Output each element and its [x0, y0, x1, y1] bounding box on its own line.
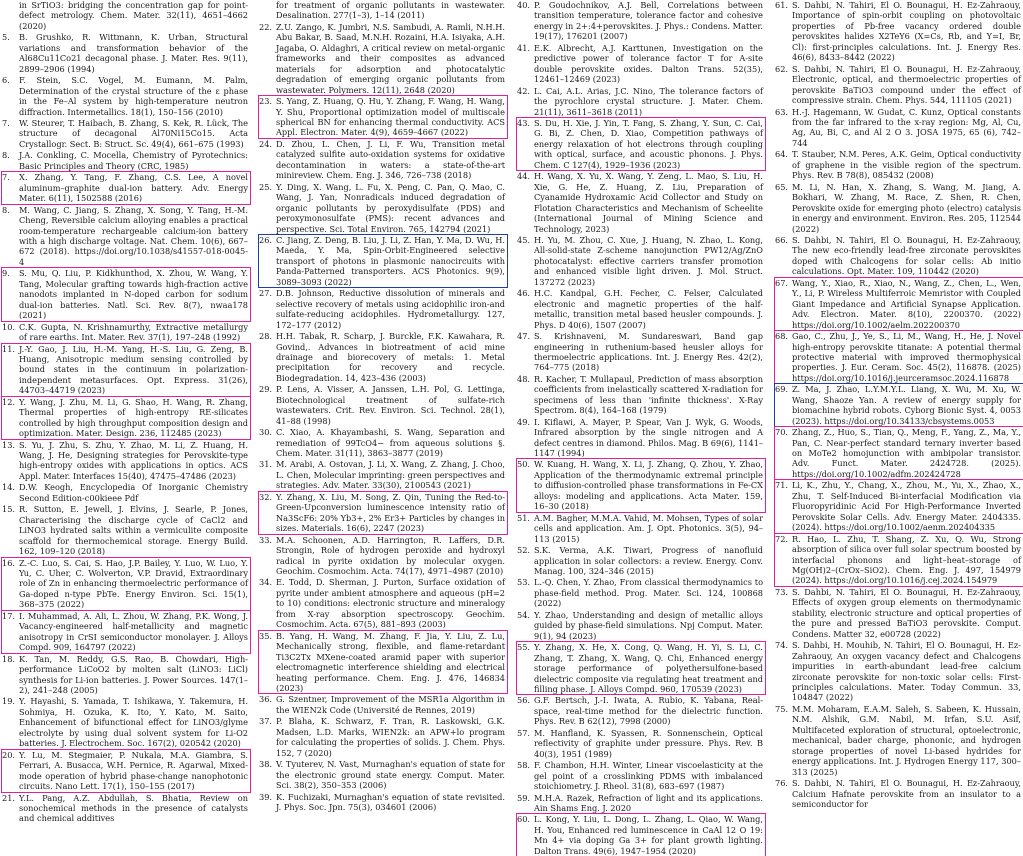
reference-text: I. Kiflawi, A. Mayer, P. Spear, Van J. Wyk, G. Woods, Infrared absorption by the single nitrogen and A defect centres in diamond. Philos. Mag. B 69(6), 1141–1147 (1994) — [534, 416, 763, 459]
reference-text: Z.U. Zango, K. Jumbri, N.S. Sambudi, A. Ramli, N.H.H. Abu Bakar, B. Saad, M.N.H. Rozaini, H.A. Isiyaka, A.H. Jagaba, O. Aldaghri, A critical review on metal-organic frameworks and their composites as advanced materials for adsorption and photocatalytic degradation of emerging organic pollutants from wastewater. Polymers. 12(11), 2648 (2020) — [276, 21, 505, 95]
reference-text: L.-Q. Chen, Y. Zhao, From classical thermodynamics to phase-field method. Prog. Mater. Sci. 124, 100868 (2022) — [534, 577, 763, 609]
reference-entry — [2, 558, 250, 610]
reference-text: Gao, C., Zhu, J., Ye, S., Li, M., Wang, H., He, J. Novel high-entropy perovskite titanate: A potential thermal protective material with improved thermophysical properties. J. Eur. Ceram. Soc. 45(2), 116878. (2025) https://doi.org/10.1016/j.jeurceramsoc.2024.116878 — [792, 331, 1021, 383]
reference-text: Z.-C. Luo, S. Cai, S. Hao, J.P. Bailey, Y. Luo, W. Luo, Y. Yu, C. Uher, C. Wolverton, V.P. Dravid, Extraordinary role of Zn in enhancing thermoelectric performance of Ga-doped n-type PbTe. Energy Environ. Sci. 15(1), 368–375 (2022) — [19, 557, 248, 610]
reference-text: G. Szentner, Improvement of the MSR1a Algorithm in the WIEN2k Code (Université de Rennes, 2019) — [276, 694, 505, 715]
reference-entry — [259, 384, 507, 426]
reference-entry — [517, 814, 765, 856]
reference-number: 75. — [775, 703, 789, 714]
reference-text: M.M. Moharam, E.A.M. Saleh, S. Sabeen, K. Hussain, N.M. Alshik, G.M. Nabil, M. Irfan, S.U. Asif, Multifaceted exploration of structural, optoelectronic, mechanical, bader charge, phononic, and hydrogen storage properties of novel Li-based hydrides for energy applications. Int. J. Hydrogen Energy 117, 300–313 (2025) — [792, 703, 1021, 777]
reference-entry — [259, 182, 507, 234]
reference-entry — [517, 118, 765, 170]
reference-text: E.K. Albrecht, A.J. Karttunen, Investigation on the predictive power of tolerance factor T for A-site double perovskite oxides. Dalton Trans. 52(35), 12461–12469 (2023) — [534, 42, 763, 85]
reference-number: 30. — [259, 427, 273, 438]
reference-number: 49. — [517, 416, 531, 427]
reference-number: 38. — [259, 759, 273, 770]
reference-entry — [2, 322, 250, 343]
reference-entry — [775, 427, 1023, 479]
reference-entry — [2, 440, 250, 482]
reference-column-2 — [259, 0, 507, 812]
reference-text: M. Wang, C. Jiang, S. Zhang, X. Song, Y. Tang, H.-M. Cheng, Reversible calcium alloying enables a practical room-temperature rechargeable calcium-ion battery with a high discharge voltage. Nat. Chem. 10(6), 667–672 (2018). https://doi.org/10.1038/s41557-018-0045-4 — [19, 204, 248, 267]
reference-text: R. Sutton, E. Jewell, J. Elvins, J. Searle, P. Jones, Characterising the discharge cycle of CaCl2 and LiNO3 hydrated salts within a vermiculite composite scaffold for thermochemical storage. Energy Build. 162, 109–120 (2018) — [19, 504, 248, 557]
reference-number: 40. — [517, 0, 531, 10]
reference-number: 55. — [517, 642, 531, 653]
reference-text: A.M. Bagher, M.M.A. Vahid, M. Mohsen, Types of solar cells and application. Am. J. Opt. Photonics. 3(5), 94–113 (2015) — [534, 512, 763, 544]
reference-number: 60. — [517, 814, 531, 825]
reference-entry — [2, 397, 250, 439]
reference-text: S. Dahbi, N. Tahiri, El O. Bounagui, H. Ez-Zahraouy, Effects of oxygen group elements on thermodynamic stability, electronic structure and optical properties of the pure and pressed BaTiO3 perovskite. Comput. Condens. Matter 32, e00728 (2022) — [792, 586, 1021, 639]
reference-entry — [2, 75, 250, 117]
reference-number: 66. — [775, 234, 789, 245]
reference-entry — [259, 235, 507, 287]
reference-number: 9. — [2, 268, 10, 279]
reference-entry — [259, 288, 507, 330]
reference-entry — [2, 0, 250, 31]
reference-entry — [775, 534, 1023, 586]
reference-text: C. Xiao, A. Khayambashi, S. Wang, Separation and remediation of 99TcO4− from aqueous solutions §. Chem. Mater. 31(11), 3863–3877 (2019) — [276, 427, 505, 459]
reference-entry — [2, 268, 250, 320]
reference-text: Wang, Y., Xiao, R., Xiao, N., Wang, Z., Chen, L., Wen, Y., Li, P. Wireless Multiferroic Memristor with Coupled Giant Impedance and Artificial Synapse Application. Adv. Electron. Mater. 8(10), 2200370. (2022) https://doi.org/10.1002/aelm.202200370 — [792, 277, 1021, 330]
reference-number: 37. — [259, 716, 273, 727]
reference-text: D.W. Keogh, Encyclopedia Of Inorganic Chemistry Second Edition-c00kieee Pdf — [19, 482, 248, 503]
reference-number: 33. — [259, 534, 273, 545]
reference-text: in SrTiO3: bridging the concentration gap for point-defect metrology. Chem. Mater. 32(11), 4651–4662 (2020) — [19, 0, 248, 31]
reference-number: 17. — [2, 610, 16, 621]
reference-text: I. Muhammad, A. Ali, L. Zhou, W. Zhang, P.K. Wong, J. Vacancy-engineered half-metallicity and magnetic anisotropy in CrSI semiconductor monolayer. J. Alloys Compd. 909, 164797 (2022) — [19, 610, 248, 653]
reference-number: 59. — [517, 792, 531, 803]
reference-number: 22. — [259, 21, 273, 32]
reference-entry — [259, 139, 507, 181]
reference-entry — [2, 611, 250, 653]
reference-number: 20. — [2, 749, 16, 760]
reference-entry — [2, 150, 250, 171]
reference-entry — [775, 107, 1023, 149]
reference-text: J.-Y. Gao, J. Liu, H.-M. Yang, H.-S. Liu, G. Zeng, B. Huang, Anisotropic medium sensing controlled by bound states in the continuum in polarization-independent metasurfaces. Opt. Express. 31(26), 44703–44719 (2023) — [19, 343, 248, 396]
reference-number: 53. — [517, 577, 531, 588]
reference-text: Y. Zhao, Understanding and design of metallic alloys guided by phase-field simulations. Npj Comput. Mater. 9(1), 94 (2023) — [534, 609, 763, 641]
reference-text: K. Tan, M. Reddy, G.S. Rao, B. Chowdari, High-performance LiCoO2 by molten salt (LiNO3: LiCl) synthesis for Li-ion batteries. J. Power Sources. 147(1–2), 241–248 (2005) — [19, 653, 248, 695]
reference-entry — [259, 694, 507, 715]
reference-text: Zhang, Z., Huo, S., Tian, Q., Meng, F., Yang, Z., Ma, Y., Pan, C. Near-perfect standard ternary inverter based on MoTe2 homojunction with ambipolar transistor. Adv. Funct. Mater. 2424728. (2025). https://doi.org/10.1002/adfm.202424728 — [792, 427, 1021, 479]
reference-entry — [517, 43, 765, 85]
reference-number: 16. — [2, 557, 16, 568]
reference-entry — [2, 32, 250, 74]
reference-number: 48. — [517, 373, 531, 384]
reference-entry — [517, 171, 765, 234]
reference-text: C. Jiang, Z. Deng, B. Liu, J. Li, Z. Han, Y. Ma, D. Wu, H. Maeda, Y. Ma, Spin-Orbit-Engineered selective transport of photons in plasmonic nanocircuits with Panda-Patterned transporters. ACS Photonics. 9(9), 3089–3093 (2022) — [276, 234, 505, 287]
reference-text: S. Krishnaveni, M. Sundareswari, Band gap engineering in ruthenium-based heusler alloys for thermoelectric applications. Int. J. Energy Res. 42(2), 764–775 (2018) — [534, 331, 763, 373]
reference-text: Y. Hayashi, S. Yamada, T. Ishikawa, Y. Takemura, H. Sohmiya, H. Ozuka, K. Ito, Y. Kato, M. Saito, Enhancement of bifunctional effect for LiNO3/glyme electrolyte by using dual solvent system for Li-O2 batteries. J. Electrochem. Soc. 167(2), 020542 (2020) — [19, 696, 248, 749]
reference-number: 62. — [775, 63, 789, 74]
reference-number: 13. — [2, 439, 16, 450]
reference-entry — [259, 631, 507, 694]
reference-text: P. Blaha, K. Schwarz, F. Tran, R. Laskowski, G.K. Madsen, L.D. Marks, WIEN2k: an APW+lo program for calculating the properties of solids. J. Chem. Phys. 152, 7 (2020) — [276, 716, 505, 758]
reference-text: R. Kacher, T. Mullapaul, Prediction of mass absorption coefficients from inelastically scattered X-radiation for specimens of less than 'infinite thickness'. X-Ray Spectrom. 8(4), 164–168 (1979) — [534, 373, 763, 416]
reference-text: F. Chambon, H.H. Winter, Linear viscoelasticity at the gel point of a crosslinking PDMS with imbalanced stoichiometry. J. Rheol. 31(8), 683–697 (1987) — [534, 760, 763, 792]
reference-text: L. Cai, A.L. Arias, J.C. Nino, The tolerance factors of the pyrochlore crystal structure. J. Mater. Chem. 21(11), 3611–3618 (2011) — [534, 85, 763, 117]
reference-entry — [517, 695, 765, 726]
reference-number: 35. — [259, 630, 273, 641]
reference-number: 57. — [517, 727, 531, 738]
reference-entry — [517, 417, 765, 459]
reference-number: 64. — [775, 149, 789, 160]
reference-text: T. Stauber, N.M. Peres, A.K. Geim, Optical conductivity of graphene in the visible region of the spectrum. Phys. Rev. B 78(8), 085432 (2008) — [792, 149, 1021, 181]
reference-entry — [775, 149, 1023, 180]
reference-entry — [517, 513, 765, 544]
reference-text: M. Arabi, A. Ostovan, J. Li, X. Wang, Z. Zhang, J. Choo, L. Chen, Molecular imprinting: green perspectives and strategies. Adv. Mater. 33(30), 2100543 (2021) — [276, 459, 505, 491]
reference-entry — [517, 459, 765, 511]
reference-number: 58. — [517, 760, 531, 771]
reference-text: R. Hao, L. Zhu, T. Shang, Z. Xu, Q. Wu, Strong absorption of silica over full solar spectrum boosted by interfacial phonons and light–heat–storage of Mg(OH)2–(CrOx–SiO2). Chem. Eng. J. 497, 154979 (2024). https://doi.org/10.1016/j.cej.2024.154979 — [792, 533, 1021, 586]
reference-number: 5. — [2, 32, 10, 43]
reference-number: 54. — [517, 609, 531, 620]
reference-text: Y. Lu, M. Stegmaier, P. Nukala, M.A. Giambra, S. Ferrari, A. Busacca, W.H. Pernice, R. Agarwal, Mixed-mode operation of hybrid phase-change nanophotonic circuits. Nano Lett. 17(1), 150–155 (2017) — [19, 749, 248, 792]
reference-number: 76. — [775, 778, 789, 789]
reference-entry — [775, 384, 1023, 426]
reference-number: 27. — [259, 288, 273, 299]
reference-number: 28. — [259, 331, 273, 342]
reference-text: C.K. Gupta, N. Krishnamurthy, Extractive metallurgy of rare earths. Int. Mater. Rev. 37(1), 197–248 (1992) — [19, 321, 248, 343]
reference-entry — [517, 288, 765, 330]
reference-entry — [517, 545, 765, 576]
reference-number: 56. — [517, 695, 531, 706]
reference-number: 61. — [775, 0, 789, 10]
reference-entry — [517, 793, 765, 814]
reference-entry — [775, 480, 1023, 532]
reference-entry — [517, 86, 765, 117]
reference-entry — [259, 577, 507, 629]
reference-number: 73. — [775, 586, 789, 597]
reference-number: 52. — [517, 545, 531, 556]
reference-number: 68. — [775, 331, 789, 342]
reference-text: K. Fuchizaki, Murnaghan's equation of state revisited. J. Phys. Soc. Jpn. 75(3), 034601 (2006) — [276, 791, 505, 812]
reference-entry — [2, 344, 250, 396]
reference-text: D.B. Johnson, Reductive dissolution of minerals and selective recovery of metals using acidophilic iron-and sulfate-reducing acidophiles. Hydrometallurgy. 127, 172–177 (2012) — [276, 288, 505, 330]
reference-number: 70. — [775, 427, 789, 438]
reference-number: 42. — [517, 85, 531, 96]
reference-entry — [517, 760, 765, 791]
reference-text: S. Dahbi, N. Tahiri, El O. Bounagui, H. Ez-Zahraouy, Importance of spin-orbit coupling on photovoltaic properties of Pb-free vacancy ordered double perovskites halides X2TeY6 (X=Cs, Rb, and Y=I, Br, Cl): first-principles calculations. Int. J. Energy Res. 46(6), 8433–8442 (2022) — [792, 0, 1021, 63]
reference-number: 41. — [517, 42, 531, 53]
reference-column-4 — [775, 0, 1023, 809]
reference-text: S. Dahbi, N. Tahiri, El O. Bounagui, H. Ez-Zahraouy, Electronic, optical, and thermoelectric properties of perovskite BaTiO3 compound under the effect of compressive strain. Chem. Phys. 544, 111105 (2021) — [792, 63, 1021, 106]
reference-entry — [2, 205, 250, 268]
reference-text: G.F. Bertsch, J.-I. Iwata, A. Rubio, K. Yabana, Real-space, real-time method for the dielectric function. Phys. Rev. B 62(12), 7998 (2000) — [534, 695, 763, 727]
reference-entry — [775, 704, 1023, 777]
reference-entry — [259, 792, 507, 813]
reference-number: 74. — [775, 640, 789, 651]
reference-entry — [2, 504, 250, 556]
reference-number: 23. — [259, 96, 273, 107]
reference-text: Y.L. Pang, A.Z. Abdullah, S. Bhatia, Review on sonochemical methods in the presence of catalysts and chemical additives — [19, 792, 248, 824]
reference-text: S. Yang, Z. Huang, Q. Hu, Y. Zhang, F. Wang, H. Wang, Y. Shu, Proportional optimization model of multiscale spherical BN for enhancing thermal conductivity. ACS Appl. Electron. Mater. 4(9), 4659–4667 (2022) — [276, 96, 505, 138]
reference-text: P. Goudochnikov, A.J. Bell, Correlations between transition temperature, tolerance factor and cohesive energy in 2+:4+perovskites. J. Phys.: Condens. Matter. 19(17), 176201 (2007) — [534, 0, 763, 42]
reference-number: 45. — [517, 234, 531, 245]
reference-number: 7. — [2, 117, 10, 128]
reference-number: 36. — [259, 694, 273, 705]
reference-number: 21. — [2, 792, 16, 803]
reference-text: Y. Wang, J. Zhu, M. Li, G. Shao, H. Wang, R. Zhang, Thermal properties of high-entropy RE-silicates controlled by high throughput composition design and optimization. Mater. Design. 236, 112485 (2023) — [19, 396, 248, 439]
reference-number: 24. — [259, 138, 273, 149]
reference-text: W. Kuang, H. Wang, X. Li, J. Zhang, Q. Zhou, Y. Zhao, Application of the thermodynamic extremal principle to diffusion-controlled phase transformations in Fe-CX alloys: modeling and applications. Acta Mater. 159, 16–30 (2018) — [534, 459, 763, 512]
reference-number: 39. — [259, 791, 273, 802]
reference-entry — [517, 331, 765, 373]
reference-text: D. Zhou, L. Chen, J. Li, F. Wu, Transition metal catalyzed sulfite auto-oxidation systems for oxidative decontamination in waters: a state-of-the-art minireview. Chem. Eng. J. 346, 726–738 (2018) — [276, 138, 505, 181]
reference-entry — [775, 640, 1023, 703]
reference-entry — [517, 642, 765, 694]
reference-number: 65. — [775, 181, 789, 192]
reference-text: H. Yu, M. Zhou, C. Xue, J. Huang, N. Zhao, L. Kong, All-solid-state Z-scheme nanojunction PW12/Ag/ZnO photocatalyst: effective carriers transfer promotion and enhanced visible light driven. J. Mol. Struct. 137272 (2023) — [534, 234, 763, 287]
reference-number: 14. — [2, 482, 16, 493]
reference-number: 10. — [2, 321, 16, 332]
reference-entry — [775, 778, 1023, 809]
reference-number: 19. — [2, 696, 16, 707]
reference-entry — [259, 535, 507, 577]
reference-entry — [259, 759, 507, 790]
reference-number: 18. — [2, 653, 16, 664]
reference-number: 47. — [517, 331, 531, 342]
reference-entry — [517, 374, 765, 416]
reference-text: S.K. Verma, A.K. Tiwari, Progress of nanofluid application in solar collectors: a review. Energy. Conv. Manag. 100, 324–346 (2015) — [534, 545, 763, 577]
reference-text: S. Dahbi, N. Tahiri, El O. Bounagui, H. Ez-Zahraouy, Calcium Hafnate perovskite from an insulator to a semiconductor for — [792, 778, 1021, 809]
reference-entry — [2, 482, 250, 503]
reference-entry — [517, 577, 765, 608]
reference-text: B. Grushko, R. Wittmann, K. Urban, Structural variations and transformation behavior of the Al68Cu11Co21 decagonal phase. J. Mater. Res. 9(11), 2899–2906 (1994) — [19, 32, 248, 74]
reference-text: S. Dahbi, H. Mouhib, N. Tahiri, El O. Bounagui, H. Ez-Zahraouy, An oxygen vacancy defect and Chalcogens impurities in earth-abundant lead-free calcium zirconate perovskite for non-toxic solar cells: First-principles calculations. Mater. Today Commun. 33, 104847 (2022) — [792, 640, 1021, 703]
reference-text: H. Wang, X. Yu, X. Wang, Y. Zeng, L. Mao, S. Liu, H. Xie, G. He, Z. Huang, Z. Liu, Preparation of Cyanamide Hydroxamic Acid Collector and Study on Flotation Characteristics and Mechanism of Scheelite (International Journal of Mining Science and Technology, 2023) — [534, 171, 763, 234]
reference-entry — [259, 716, 507, 758]
reference-entry — [517, 728, 765, 759]
reference-number: 44. — [517, 171, 531, 182]
reference-number: 7. — [2, 172, 10, 183]
reference-text: E. Todd, D. Sherman, J. Purton, Surface oxidation of pyrite under ambient atmosphere and aqueous (pH=2 to 10) conditions: electronic structure and mineralogy from X-ray absorption spectroscopy. Geochim. Cosmochim. Acta. 67(5), 881–893 (2003) — [276, 577, 505, 630]
reference-column-1 — [2, 0, 250, 824]
reference-entry — [775, 182, 1023, 234]
reference-text: M.H.A. Razek, Refraction of light and its applications. Ain Shams Eng. J. 2020 — [534, 792, 763, 813]
reference-text: Y. Zhang, X. Liu, M. Song, Z. Qin, Tuning the Red-to-Green-Upconversion luminescence intensity ratio of Na3ScF6: 20% Yb3+, 2% Er3+ Particles by changes in sizes. Materials. 16(6), 2247 (2023) — [276, 491, 505, 534]
reference-number: 72. — [775, 533, 789, 544]
reference-text: V. Tyuterev, N. Vast, Murnaghan's equation of state for the electronic ground state energy. Comput. Mater. Sci. 38(2), 350–353 (2006) — [276, 759, 505, 791]
reference-text: P. Lens, A. Visser, A. Janssen, L.H. Pol, G. Lettinga, Biotechnological treatment of sulfate-rich wastewaters. Crit. Rev. Environ. Sci. Technol. 28(1), 41–88 (1998) — [276, 384, 505, 426]
reference-entry — [259, 96, 507, 138]
reference-text: S. Mu, Q. Liu, P. Kidkhunthod, X. Zhou, W. Wang, Y. Tang, Molecular grafting towards high-fraction active nanodots implanted in N-doped carbon for sodium dual-ion batteries. Natl. Sci. Rev. 8(7), nwaa178 (2021) — [19, 268, 248, 321]
reference-entry — [259, 331, 507, 383]
reference-entry — [517, 0, 765, 42]
reference-text: L. Kong, Y. Liu, L. Dong, L. Zhang, L. Qiao, W. Wang, H. You, Enhanced red luminescence in CaAl 12 O 19: Mn 4+ via doping Ga 3+ for plant growth lighting. Dalton Trans. 49(6), 1947–1954 (2020) — [534, 814, 763, 856]
reference-number: 8. — [2, 204, 10, 215]
reference-text: M. Li, N. Han, X. Zhang, S. Wang, M. Jiang, A. Bokhari, W. Zhang, M. Race, Z. Shen, R. Chen, Perovskite oxide for emerging photo (electro) catalysis in energy and environment. Environ. Res. 205, 112544 (2022) — [792, 181, 1021, 234]
reference-text: X. Zhang, Y. Tang, F. Zhang, C.S. Lee, A novel aluminum–graphite dual-ion battery. Adv. Energy Mater. 6(11), 1502588 (2016) — [19, 172, 248, 204]
reference-text: S. Dahbi, N. Tahiri, El O. Bounagui, H. Ez-Zahraouy, The new eco-friendly lead-free zirconate perovskites doped with Chalcogens for solar cells: Ab initio calculations. Opt. Mater. 109, 110442 (2020) — [792, 234, 1021, 277]
reference-entry — [775, 278, 1023, 330]
reference-number: 8. — [2, 150, 10, 161]
reference-number: 63. — [775, 106, 789, 117]
reference-text: Li, K., Zhu, Y., Chang, X., Zhou, M., Yu, X., Zhao, X., Zhu, T. Self-Induced Bi-interfacial Modification via Fluoropyridinic Acid For High-Performance Inverted Perovskite Solar Cells. Adv. Energy Mater. 2404335. (2024). https://doi.org/10.1002/aenm.202404335 — [792, 480, 1021, 533]
reference-entry — [259, 492, 507, 534]
reference-number: 11. — [2, 343, 16, 354]
reference-number: 25. — [259, 181, 273, 192]
reference-entry — [259, 427, 507, 458]
reference-entry — [2, 118, 250, 149]
reference-entry — [2, 750, 250, 792]
reference-number: 6. — [2, 75, 10, 86]
reference-entry — [2, 654, 250, 696]
reference-text: H.-J. Hagemann, W. Gudat, C. Kunz, Optical constants from the far infrared to the x-ray region: Mg, Al, Cu, Ag, Au, Bi, C, and Al 2 O 3. JOSA 1975, 65 (6), 742–744 — [792, 106, 1021, 148]
reference-entry — [2, 793, 250, 824]
reference-entry — [775, 0, 1023, 63]
reference-number: 26. — [259, 234, 273, 245]
reference-entry — [259, 459, 507, 490]
reference-entry — [259, 0, 507, 21]
reference-text: H.H. Tabak, R. Scharp, J. Burckle, F.K. Kawahara, R. Govind,. Advances in biotreatment of acid mine drainage and biorecovery of metals: 1. Metal precipitation for recovery and recycle. Biodegradation. 14, 423–436 (2003) — [276, 331, 505, 383]
reference-entry — [2, 172, 250, 203]
reference-entry — [259, 22, 507, 95]
reference-number: 31. — [259, 459, 273, 470]
reference-number: 43. — [517, 117, 531, 128]
reference-text: W. Steurer, T. Haibach, B. Zhang, S. Kek, R. Lück, The structure of decagonal Al70Ni15Co15. Acta Crystallogr. Sect. B: Struct. Sc. 49(4), 661–675 (1993) — [19, 117, 248, 149]
reference-number: 51. — [517, 512, 531, 523]
reference-text: M.A. Schoonen, A.D. Harrington, R. Laffers, D.R. Strongin, Role of hydrogen peroxide and hydroxyl radical in pyrite oxidation by molecular oxygen. Geochim. Cosmochim. Acta. 74(17), 4971–4987 (2010) — [276, 534, 505, 577]
reference-entry — [775, 235, 1023, 277]
reference-text: B. Yang, H. Wang, M. Zhang, F. Jia, Y. Liu, Z. Lu, Mechanically strong, flexible, and flame-retardant Ti3C2Tx MXene-coated aramid paper with superior electromagnetic interference shielding and electrical heating performance. Chem. Eng. J. 476, 146834 (2023) — [276, 630, 505, 693]
reference-text: M. Hanfland, K. Syassen, R. Sonnenschein, Optical reflectivity of graphite under pressure. Phys. Rev. B 40(3), 1951 (1989) — [534, 727, 763, 759]
reference-text: S. Du, H. Xie, J. Yin, T. Fang, S. Zhang, Y. Sun, C. Cai, G. Bi, Z. Chen, D. Xiao, Competition pathways of energy relaxation of hot electrons through coupling with optical, surface, and acoustic phonons. J. Phys. Chem. C 127(4), 1929–1936 (2023) — [534, 117, 763, 170]
reference-text: F. Stein, S.C. Vogel, M. Eumann, M. Palm, Determination of the crystal structure of the ε phase in the Fe–Al system by high-temperature neutron diffraction. Intermetallics. 18(1), 150–156 (2010) — [19, 75, 248, 117]
reference-number: 29. — [259, 384, 273, 395]
reference-entry — [775, 64, 1023, 106]
reference-text: S. Yu, J. Zhu, S. Zhu, Y. Zhao, M. Li, Z. Huang, H. Wang, J. He, Designing strategies for Perovskite-type high-entropy oxides with applications in optics. ACS Appl. Mater. Interfaces 15(40), 47475–47486 (2023) — [19, 439, 248, 481]
reference-column-3 — [517, 0, 765, 856]
reference-entry — [517, 235, 765, 287]
reference-number: 32. — [259, 491, 273, 502]
reference-text: H.C. Kandpal, G.H. Fecher, C. Felser, Calculated electronic and magnetic properties of the half-metallic, transition metal based heusler compounds. J. Phys. D 40(6), 1507 (2007) — [534, 288, 763, 330]
reference-text: Y. Zhang, X. He, X. Cong, Q. Wang, H. Yi, S. Li, C. Zhang, T. Zhang, X. Wang, Q. Chi, Enhanced energy storage performance of polyethersulfone-based dielectric composite via regulating heat treatment and filling phase. J. Alloys Compd. 960, 170539 (2023) — [534, 642, 763, 694]
reference-entry — [775, 331, 1023, 383]
reference-number: 50. — [517, 459, 531, 470]
reference-text: Z. Ma, J. Zhao, L.Y.M.Y.L. Liang, X. Wu, M. Xu, W. Wang, Shaoze Yan. A review of energy supply for biomachine hybrid robots. Cyborg Bionic Syst. 4, 0053 (2023). https://doi.org/10.34133/cbsystems.0053 — [792, 384, 1021, 426]
reference-entry — [775, 587, 1023, 639]
reference-text: Y. Ding, X. Wang, L. Fu, X. Peng, C. Pan, Q. Mao, C. Wang, J. Yan, Nonradicals induced degradation of organic pollutants by peroxydisulfate (PDS) and peroxymonosulfate (PMS): recent advances and perspective. Sci. Total Environ. 765, 142794 (2021) — [276, 181, 505, 234]
reference-entry — [517, 610, 765, 641]
reference-text: J.A. Conkling, C. Mocella, Chemistry of Pyrotechnics: Basic Principles and Theory (CRC, 1985) — [19, 150, 248, 171]
reference-number: 34. — [259, 577, 273, 588]
reference-number: 46. — [517, 288, 531, 299]
reference-number: 69. — [775, 384, 789, 395]
reference-text: for treatment of organic pollutants in wastewater. Desalination. 277(1–3), 1–14 (2011) — [276, 0, 505, 21]
reference-number: 71. — [775, 480, 789, 491]
reference-number: 15. — [2, 504, 16, 515]
reference-number: 12. — [2, 396, 16, 407]
reference-entry — [2, 696, 250, 748]
reference-number: 67. — [775, 277, 789, 288]
